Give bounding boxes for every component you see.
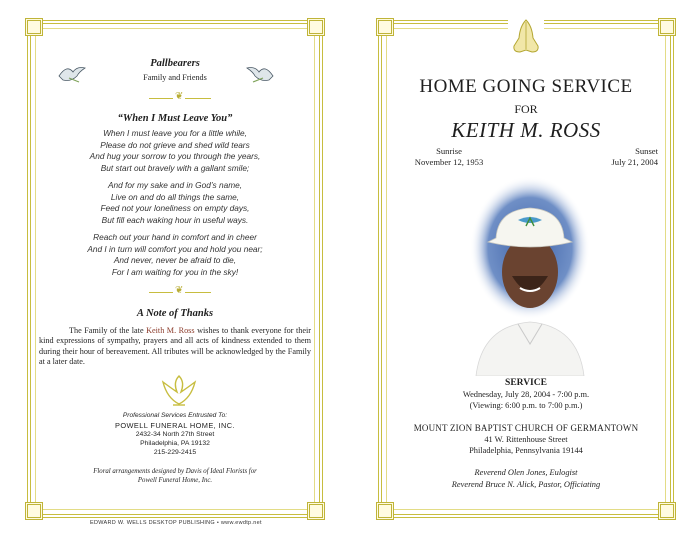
poem-line: And hug your sorrow to you through the years, — [89, 151, 261, 162]
corner-ornament — [376, 502, 394, 520]
poem-line: And never, never be afraid to die, — [113, 255, 237, 266]
corner-ornament — [658, 502, 676, 520]
viewing-time: (Viewing: 6:00 p.m. to 7:00 p.m.) — [469, 401, 583, 410]
divider-ornament — [149, 98, 211, 99]
praying-hands-icon — [508, 16, 544, 56]
corner-ornament — [25, 502, 43, 520]
services-label: Professional Services Entrusted To: — [122, 412, 228, 419]
poem-line: When I must leave you for a little while, — [103, 128, 247, 138]
service-date: Wednesday, July 28, 2004 - 7:00 p.m. — [462, 390, 590, 399]
corner-ornament — [658, 18, 676, 36]
corner-ornament — [25, 18, 43, 36]
church-city: Philadelphia, Pennsylvania 19144 — [469, 446, 583, 455]
dove-emblem-icon — [159, 374, 199, 408]
funeral-home-address: 2432-34 North 27th Street — [135, 431, 215, 438]
corner-ornament — [307, 502, 325, 520]
service-label: SERVICE — [505, 378, 547, 388]
poem-line: For I am waiting for you in the sky! — [111, 266, 239, 277]
corner-ornament — [307, 18, 325, 36]
poem-line: And I in turn will comfort you and hold you near; — [87, 243, 263, 254]
portrait-photo — [468, 176, 592, 376]
thanks-title: A Note of Thanks — [136, 308, 214, 319]
sunset-label: Sunset — [635, 146, 658, 156]
poem-line: And for my sake and in God’s name, — [107, 180, 243, 190]
poem-stanza — [31, 180, 319, 226]
right-cover-page — [378, 20, 674, 518]
church-name: MOUNT ZION BAPTIST CHURCH OF GERMANTOWN — [413, 423, 639, 433]
poem-stanza — [31, 232, 319, 278]
pallbearers-subtitle: Family and Friends — [143, 73, 207, 82]
deceased-name-inline: Keith M. Ross — [146, 326, 195, 335]
corner-ornament — [376, 18, 394, 36]
thanks-paragraph — [39, 326, 311, 368]
floral-credit: Floral arrangements designed by Davis of Ideal Florists for — [93, 468, 257, 475]
publisher-credit: EDWARD W. WELLS DESKTOP PUBLISHING • www.ewdtp.net — [90, 520, 262, 526]
service-for: FOR — [514, 102, 538, 116]
sunrise-label: Sunrise — [436, 146, 462, 156]
thanks-text: The Family of the late — [69, 326, 147, 335]
service-title: HOME GOING SERVICE — [419, 76, 633, 97]
pallbearers-title: Pallbearers — [150, 58, 200, 69]
officiating-line: Reverend Bruce N. Alick, Pastor, Officiating — [451, 480, 601, 489]
poem-line: Reach out your hand in comfort and in cheer — [93, 232, 257, 242]
poem-line: But start out bravely with a gallant smile; — [100, 162, 250, 173]
deceased-name: KEITH M. ROSS — [451, 118, 601, 142]
poem-line: But fill each waking hour in useful ways. — [101, 214, 249, 225]
divider-ornament — [149, 292, 211, 293]
funeral-home-phone: 215-229-2415 — [153, 449, 197, 456]
funeral-home-name: POWELL FUNERAL HOME, INC. — [115, 421, 235, 430]
sunset-date: July 21, 2004 — [611, 157, 658, 167]
poem-line: Please do not grieve and shed wild tears — [100, 139, 250, 150]
poem-line: Live on and do all things the same, — [110, 191, 240, 202]
poem-line: Feed not your loneliness on empty days, — [100, 203, 250, 214]
floral-credit: Powell Funeral Home, Inc. — [137, 477, 213, 484]
sunrise-date: November 12, 1953 — [414, 157, 484, 167]
funeral-home-city: Philadelphia, PA 19132 — [140, 440, 210, 447]
church-address: 41 W. Rittenhouse Street — [484, 435, 568, 444]
eulogist-line: Reverend Olen Jones, Eulogist — [474, 468, 578, 477]
poem-stanza — [31, 128, 319, 174]
poem-title: “When I Must Leave You” — [117, 113, 233, 124]
left-program-page — [27, 20, 323, 518]
thanks-text: wishes to thank everyone for their kind expressions of sympathy, prayers and all acts of kindness extended to them during their hour of bereavement. All tributes will be acknowledged by the Family at a later date. — [39, 326, 311, 367]
